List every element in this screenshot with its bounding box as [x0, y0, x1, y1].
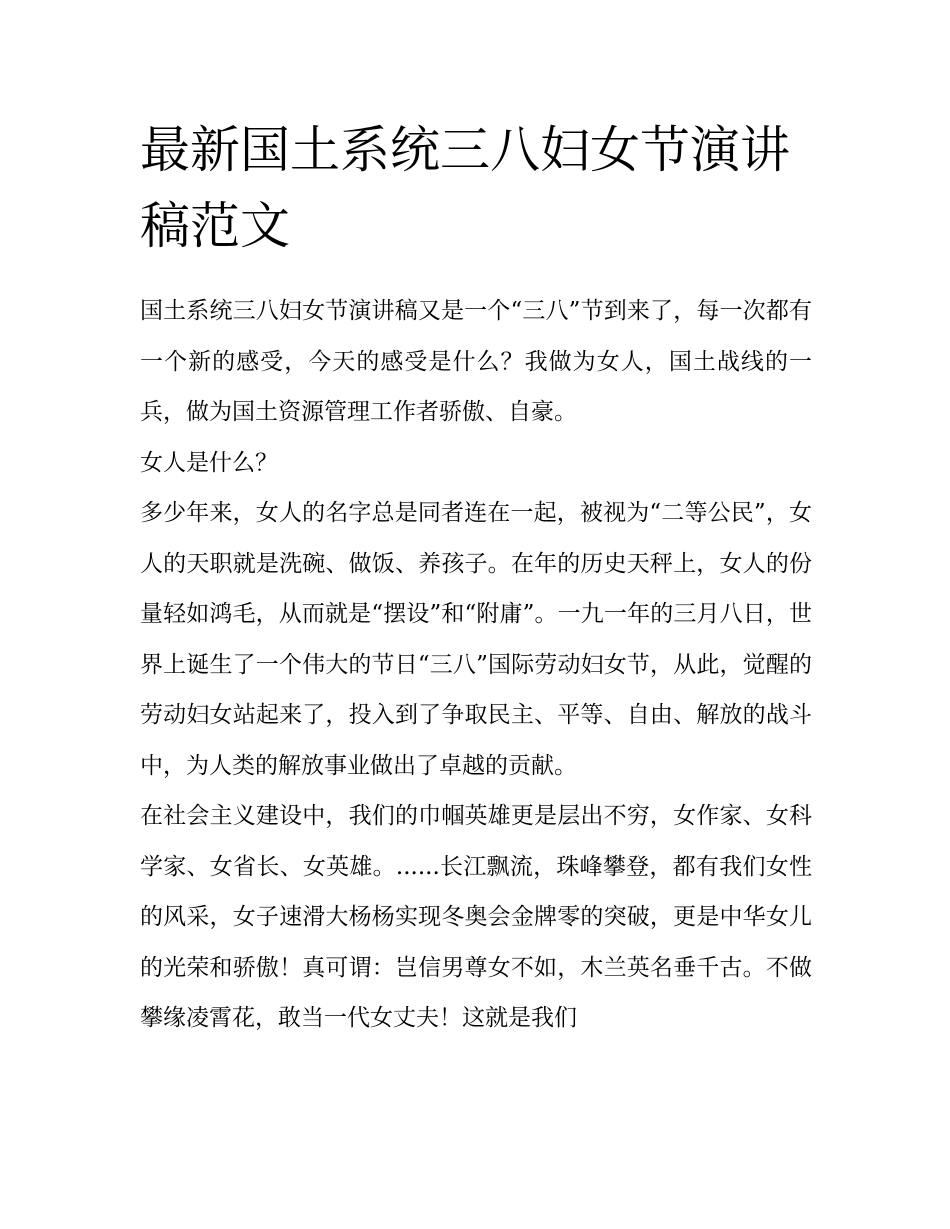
- paragraph-history: 多少年来，女人的名字总是同者连在一起，被视为“二等公民”，女人的天职就是洗碗、做饭、养孩子。在年的历史天秤上，女人的份量轻如鸿毛，从而就是“摆设”和“附庸”。一九一年的三月八日，世界上诞生了一个伟大的节日“三八”国际劳动妇女节，从此，觉醒的劳动妇女站起来了，投入到了争取民主、平等、自由、解放的战斗中，为人类的解放事业做出了卓越的贡献。: [140, 500, 812, 779]
- document-page: [140, 112, 812, 1044]
- paragraph-question: 女人是什么？: [140, 449, 278, 476]
- document-title: 最新国土系统三八妇女节演讲稿范文: [140, 121, 790, 255]
- paragraph-heroines: 在社会主义建设中，我们的巾帼英雄更是层出不穷，女作家、女科学家、女省长、女英雄。......长江飘流，珠峰攀登，都有我们女性的风采，女子速滑大杨杨实现冬奥会金牌零的突破，更是中华女儿的光荣和骄傲！真可谓：岂信男尊女不如，木兰英名垂千古。不做攀缘凌霄花，敢当一代女丈夫！这就是我们: [140, 803, 812, 1031]
- paragraph-intro: 国土系统三八妇女节演讲稿又是一个“三八”节到来了，每一次都有一个新的感受，今天的感受是什么？我做为女人，国土战线的一兵，做为国土资源管理工作者骄傲、自豪。: [140, 298, 812, 425]
